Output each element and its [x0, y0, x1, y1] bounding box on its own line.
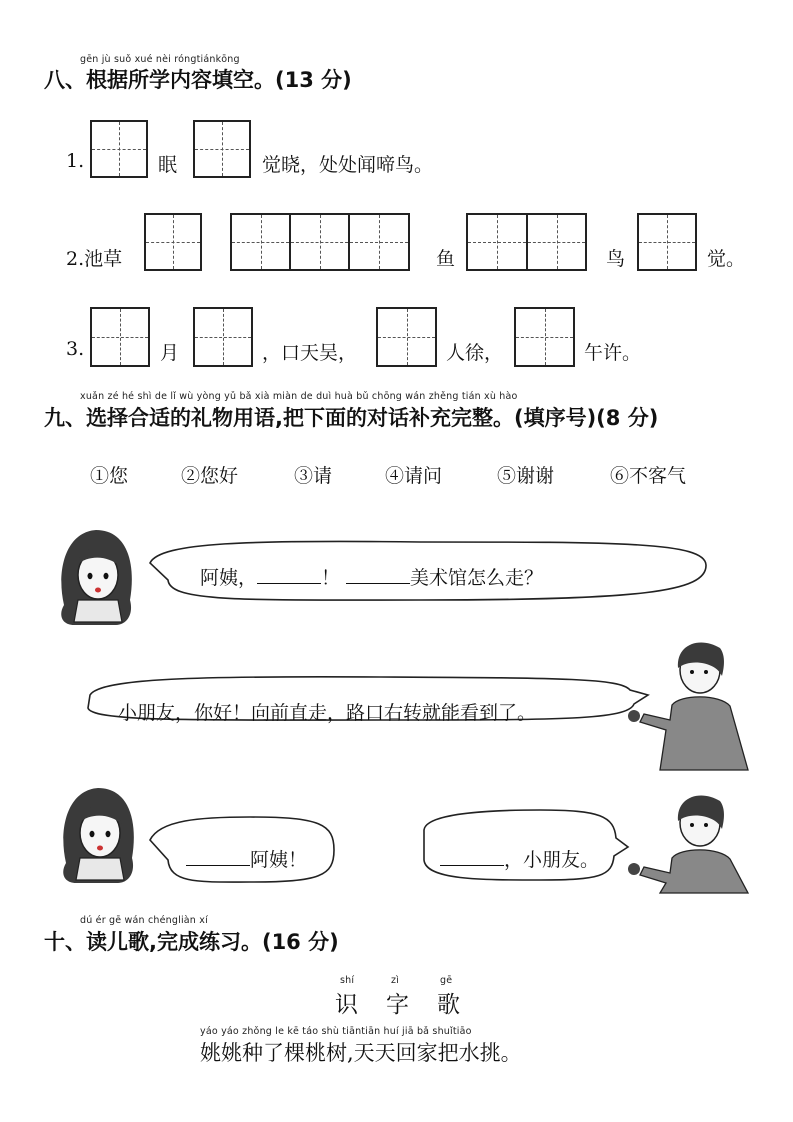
writing-grid-box[interactable] [193, 120, 251, 178]
q1-number: 1. [66, 150, 85, 172]
section10-pinyin: dú ér gē wán chéngliàn xí [80, 915, 208, 926]
section9-title: 九、选择合适的礼物用语,把下面的对话补充完整。(填序号)(8 分) [44, 406, 659, 430]
writing-grid-box[interactable] [637, 213, 697, 271]
writing-grid-box[interactable] [90, 120, 148, 178]
option-6: ⑥不客气 [610, 465, 687, 487]
bubble1-start: 阿姨， [200, 567, 258, 589]
bubble2-text: 小朋友，你好！向前直走，路口右转就能看到了。 [118, 702, 537, 724]
bubble3-label: 阿姨！ [250, 849, 308, 871]
poem-title: 识字歌 [335, 992, 488, 1018]
writing-grid-box[interactable] [90, 307, 150, 367]
writing-grid-box[interactable] [514, 307, 575, 367]
option-4: ④请问 [385, 465, 443, 487]
woman-icon [628, 642, 748, 770]
q2-text-b: 鸟 [606, 248, 626, 270]
q3-text-a: 月 [160, 342, 180, 364]
writing-grid-box[interactable] [376, 307, 437, 367]
bubble1-mid: ！ [321, 567, 341, 589]
poem-title-pinyin-1: shí [340, 975, 355, 986]
q2-text-a: 鱼 [436, 248, 456, 270]
bubble4-label: ，小朋友。 [504, 849, 600, 871]
option-2: ②您好 [181, 465, 239, 487]
answer-blank[interactable] [186, 864, 250, 866]
writing-grid-box[interactable] [193, 307, 253, 367]
girl-icon [63, 788, 134, 883]
option-5: ⑤谢谢 [497, 465, 555, 487]
q3-text-c: 人徐， [446, 342, 504, 364]
section8-pinyin: gēn jù suǒ xué nèi róngtiánkōng [80, 54, 240, 65]
poem-line1-pinyin: yáo yáo zhǒng le kē táo shù tiāntiān huí jiā bǎ shuǐtiāo [200, 1026, 472, 1037]
section8-title: 八、根据所学内容填空。(13 分) [44, 68, 352, 92]
q2-number: 2.池草 [66, 248, 123, 270]
section9-pinyin: xuǎn zé hé shì de lǐ wù yòng yǔ bǎ xià miàn de duì huà bǔ chōng wán zhěng tián xù hào [80, 391, 518, 402]
option-1: ①您 [90, 465, 129, 487]
q3-text-d: 午许。 [584, 342, 642, 364]
writing-grid-box[interactable] [230, 213, 291, 271]
options-row [0, 461, 793, 491]
writing-grid-box[interactable] [466, 213, 528, 271]
poem-title-pinyin-3: gē [440, 975, 453, 986]
woman-icon [628, 795, 748, 893]
q3-number: 3. [66, 338, 85, 360]
bubble1-end: 美术馆怎么走？ [410, 567, 544, 589]
option-3: ③请 [294, 465, 333, 487]
answer-blank[interactable] [440, 864, 504, 866]
q1-text-tail: 觉晓，处处闻啼鸟。 [262, 154, 434, 176]
q1-text-mid: 眠 [158, 154, 178, 176]
writing-grid-box[interactable] [348, 213, 410, 271]
poem-title-pinyin-2: zì [391, 975, 400, 986]
bubble1-text [200, 563, 543, 590]
answer-blank[interactable] [257, 582, 321, 584]
bubble4-text [440, 845, 599, 872]
writing-grid-box[interactable] [144, 213, 202, 271]
section10-title: 十、读儿歌,完成练习。(16 分) [44, 930, 339, 954]
q3-text-b: ，口天吴， [262, 342, 358, 364]
writing-grid-box[interactable] [289, 213, 350, 271]
q2-text-c: 觉。 [707, 248, 746, 270]
girl-icon [61, 530, 132, 625]
bubble3-text [186, 845, 307, 872]
poem-line1: 姚姚种了棵桃树,天天回家把水挑。 [200, 1041, 522, 1065]
answer-blank[interactable] [346, 582, 410, 584]
writing-grid-box[interactable] [526, 213, 587, 271]
